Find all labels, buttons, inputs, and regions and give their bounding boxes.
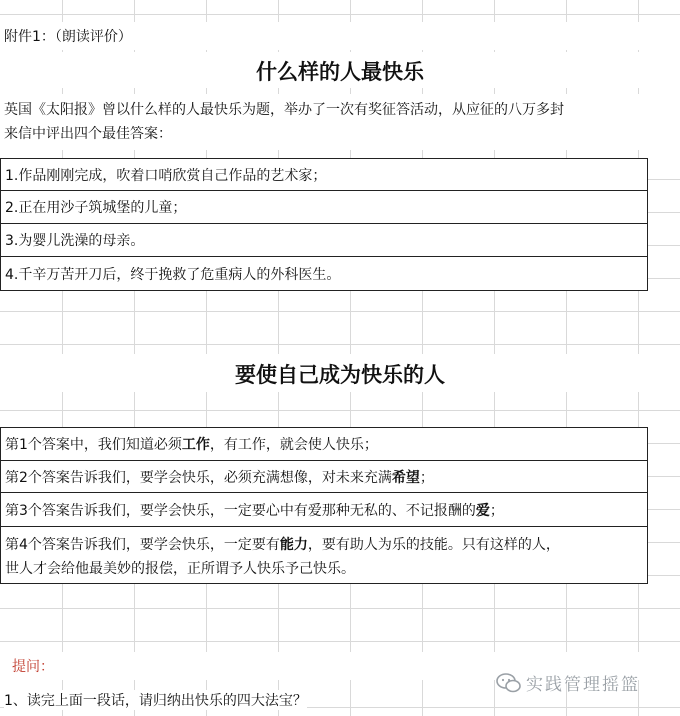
answer-text-3: 3.为婴儿洗澡的母亲。: [5, 233, 145, 249]
lesson-row-2: [0, 460, 648, 493]
lesson-4-text-c: ，要有助人为乐的技能。只有这样的人，: [307, 537, 560, 553]
intro-line-1: 英国《太阳报》曾以什么样的人最快乐为题，举办了一次有奖征答活动，从应征的八万多封: [4, 102, 564, 118]
answer-text-1: 1.作品刚刚完成，吹着口哨欣赏自己作品的艺术家；: [5, 167, 327, 184]
lesson-row-1: [0, 427, 648, 461]
answer-text-2: 2.正在用沙子筑城堡的儿童；: [5, 200, 187, 216]
answer-row-3: [0, 223, 648, 257]
lesson-row-4: [0, 526, 648, 584]
lesson-4-text-a: 第4个答案告诉我们，要学会快乐，一定要有: [5, 537, 280, 553]
lesson-2-text-a: 第2个答案告诉我们，要学会快乐，必须充满想像，对未来充满: [5, 469, 392, 486]
lesson-3-text-a: 第3个答案告诉我们，要学会快乐，一定要心中有爱那种无私的、不记报酬的: [5, 502, 476, 519]
lesson-3-keyword: 爱: [475, 502, 490, 519]
intro-line-2: 来信中评出四个最佳答案：: [4, 126, 172, 142]
prompt-label: 提问：: [12, 659, 54, 675]
lesson-1-keyword: 工作: [181, 437, 210, 453]
lesson-4-line-2: 世人才会给他最美妙的报偿，正所谓予人快乐予己快乐。: [5, 561, 355, 577]
answer-row-2: [0, 190, 648, 224]
answer-row-1: [0, 158, 648, 191]
title-become-happy: 要使自己成为快乐的人: [235, 363, 445, 387]
title-what-people-happiest: 什么样的人最快乐: [256, 60, 424, 84]
question-1: 1、读完上面一段话，请归纳出快乐的四大法宝？: [4, 690, 307, 710]
lesson-1-text-c: ，有工作，就会使人快乐；: [209, 437, 378, 453]
answer-text-4: 4.千辛万苦开刀后，终于挽救了危重病人的外科医生。: [5, 266, 341, 283]
lesson-2-keyword: 希望: [391, 469, 420, 486]
attachment-label: 附件1：（朗读评价）: [4, 29, 132, 45]
lesson-4-keyword: 能力: [279, 537, 308, 553]
lesson-2-text-c: ；: [419, 469, 434, 486]
lesson-row-3: [0, 492, 648, 527]
answer-row-4: [0, 256, 648, 291]
lesson-1-text-a: 第1个答案中，我们知道必须: [5, 437, 182, 453]
lesson-3-text-c: ；: [489, 502, 504, 519]
watermark-text: 实践管理摇篮: [526, 675, 640, 695]
